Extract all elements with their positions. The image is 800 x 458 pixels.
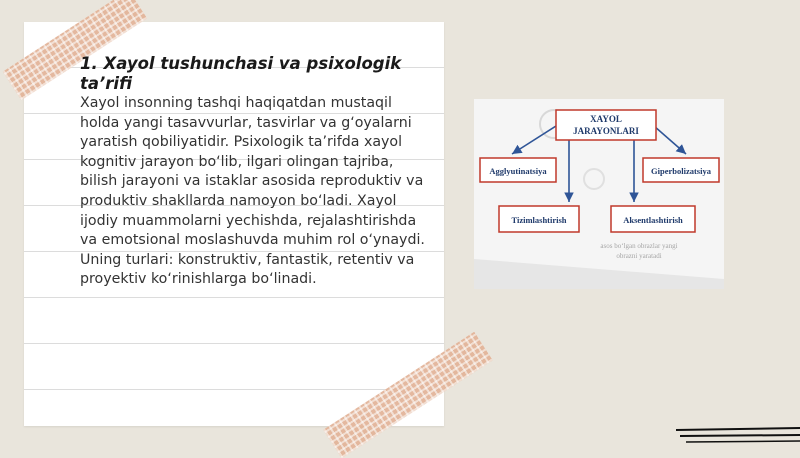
arrow-to-agglyutinatsiya (512, 126, 556, 154)
root-line2: JARAYONLARI (573, 126, 639, 136)
node-agglyutinatsiya: Agglyutinatsiya (489, 166, 547, 176)
arrow-to-giperbolizatsiya (654, 126, 686, 154)
node-tizimlashtirish: Tizimlashtirish (511, 215, 567, 225)
faint-stamp (584, 169, 604, 189)
node-giperbolizatsiya: Giperbolizatsiya (651, 166, 711, 176)
root-line1: XAYOL (590, 114, 622, 124)
page-curl-shadow (474, 259, 724, 289)
xayol-diagram (474, 99, 724, 289)
body-paragraph: Xayol insonning tashqi haqiqatdan mustaqil holda yangi tasavvurlar, tasvirlar va g‘oyalarni yaratish qobiliyatidir. Psixologik ta’rifda xayol kognitiv jarayon bo‘lib, ilgari olingan tajriba, bilish jarayoni va istaklar asosida reproduktiv va produktiv shakllarda namoyon bo‘ladi. Xayol ijodiy muammolarni yechishda, rejalashtirishda va emotsional moslashuvda muhim rol o‘ynaydi. Uning turlari: konstruktiv, fantastik, retentiv va proyektiv ko‘rinishlarga bo‘linadi. (80, 95, 425, 288)
caption-line2: obrazni yaratadi (616, 252, 662, 260)
node-aksentlashtirish: Aksentlashtirish (623, 215, 683, 225)
decorative-stripes (676, 426, 800, 446)
caption-line1: asos bo‘lgan obrazlar yangi (600, 242, 678, 250)
section-heading: 1. Xayol tushunchasi va psixologik ta’rifi (80, 54, 402, 93)
